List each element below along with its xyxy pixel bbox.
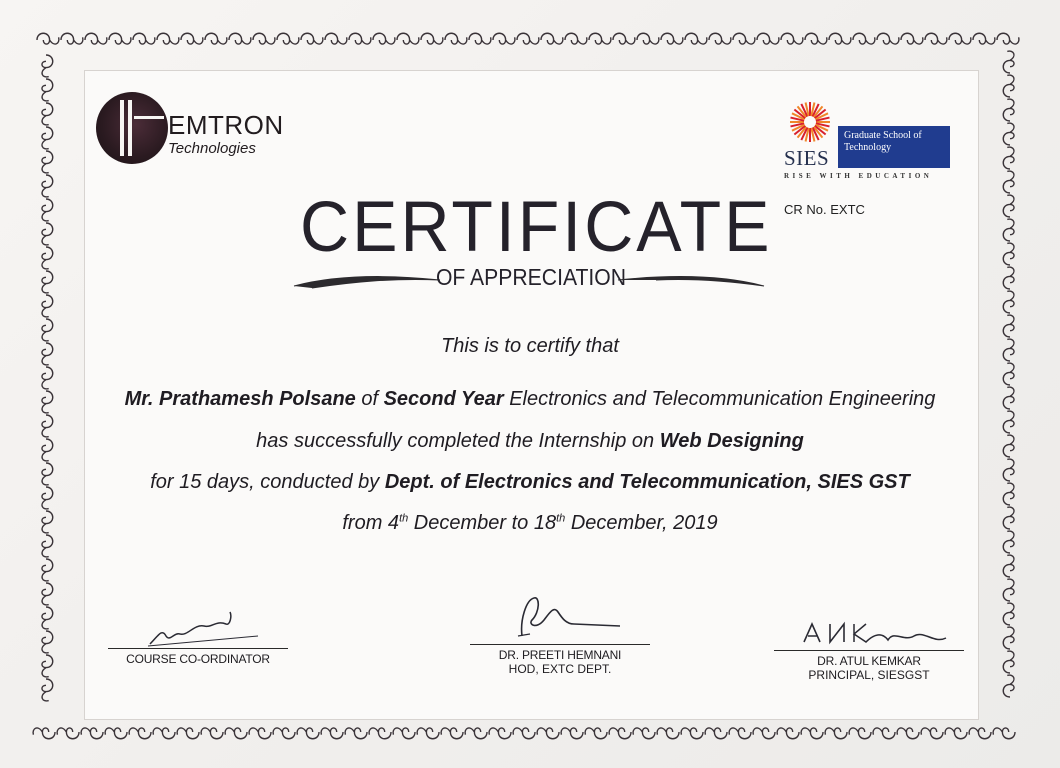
date-range-line: from 4th December to 18th December, 2019 <box>342 512 718 534</box>
department-name: Dept. of Electronics and Telecommunication, SIES GST <box>384 471 910 493</box>
recipient-branch: Electronics and Telecommunication Engineering <box>503 388 936 410</box>
emtron-logo <box>96 90 296 170</box>
handwritten-signature <box>470 590 650 644</box>
signature-principal <box>774 616 964 682</box>
certificate-reference-number: CR No. EXTC <box>784 202 865 217</box>
signature-subtitle: PRINCIPAL, SIESGST <box>808 668 930 682</box>
signature-subtitle: HOD, EXTC DEPT. <box>508 662 612 676</box>
emtron-logo-tagline: Technologies <box>168 140 256 157</box>
emtron-logo-name: EMTRON <box>168 110 284 140</box>
sies-logo-box: Graduate School of Technology <box>838 126 950 168</box>
intro-line: This is to certify that <box>441 335 619 357</box>
signature-course-coordinator <box>108 606 288 666</box>
certificate-subtitle: OF APPRECIATION <box>435 264 627 290</box>
sies-sunburst-icon <box>788 100 832 144</box>
emtron-logo-mark <box>96 92 168 164</box>
internship-line: has successfully completed the Internship on Web Designing <box>256 430 804 452</box>
handwritten-signature <box>108 606 288 648</box>
signature-title: DR. ATUL KEMKAR <box>817 654 921 668</box>
internship-topic: Web Designing <box>659 430 804 452</box>
recipient-year: Second Year <box>383 388 504 410</box>
right-swash-decoration <box>616 272 766 292</box>
handwritten-signature <box>774 616 964 650</box>
sies-logo-name: SIES <box>784 146 830 170</box>
duration-line: for 15 days, conducted by Dept. of Electronics and Telecommunication, SIES GST <box>150 471 910 493</box>
signature-hod <box>470 590 650 676</box>
sies-logo-tagline: RISE WITH EDUCATION <box>784 172 933 180</box>
sies-logo <box>782 98 950 184</box>
recipient-name: Mr. Prathamesh Polsane <box>124 388 356 410</box>
signature-title: DR. PREETI HEMNANI <box>498 648 622 662</box>
recipient-line: Mr. Prathamesh Polsane of Second Year Electronics and Telecommunication Engineering <box>124 388 936 410</box>
certificate-title: CERTIFICATE <box>300 187 773 267</box>
signature-title: COURSE CO-ORDINATOR <box>126 652 270 666</box>
